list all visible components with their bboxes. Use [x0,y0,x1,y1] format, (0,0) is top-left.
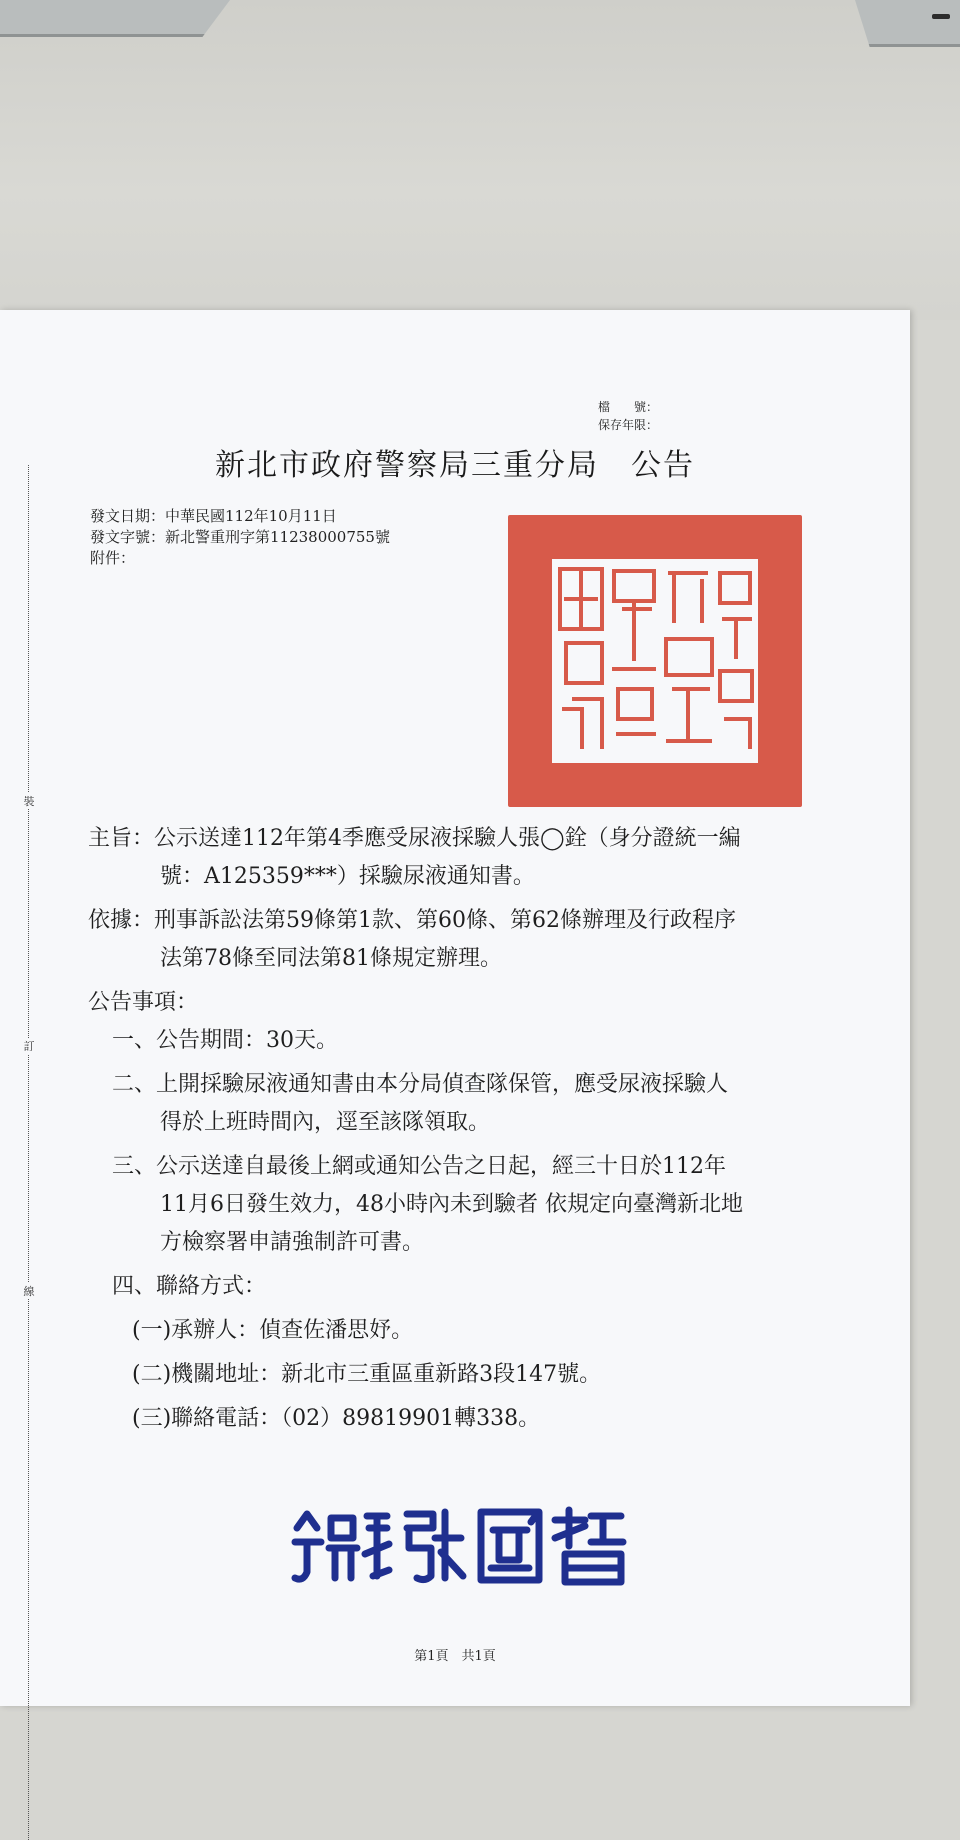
binding-char-ding: 訂 [17,1038,41,1054]
notice-body [88,820,858,1444]
official-seal [508,515,802,807]
item-3-line1: 公示送達自最後上網或通知公告之日起，經三十日於112年 [156,1154,727,1179]
metal-bracket-right [855,0,960,47]
item-3-line2: 11月6日發生效力，48小時內未到驗者 依規定向臺灣新北地 [160,1192,743,1217]
item-2-line2: 得於上班時間內，逕至該隊領取。 [160,1110,491,1135]
seal-inner [552,559,758,763]
retention-label: 保存年限： [598,418,659,432]
item-3-num: 三、 [112,1154,157,1179]
contact-person: (一)承辦人：偵查佐潘思妤。 [132,1318,414,1343]
seal-glyphs [552,559,758,763]
item-3 [88,1148,858,1262]
item-2-num: 二、 [112,1072,157,1097]
subject-section [88,820,858,896]
file-meta [598,398,658,434]
file-number-label: 檔 號： [598,400,659,414]
notice-title: 新北市政府警察局三重分局 公告 [215,448,695,483]
item-1-text: 公告期間：30天。 [156,1028,339,1053]
basis-line1: 刑事訴訟法第59條第1款、第60條、第62條辦理及行政程序 [154,908,736,933]
subject-line2: 號：A125359***）採驗尿液通知書。 [160,864,535,889]
bracket-slot [932,14,950,19]
metal-bracket-left [0,0,230,37]
binding-line [28,465,29,1840]
item-1-num: 一、 [112,1028,157,1053]
contact-address: (二)機關地址：新北市三重區重新路3段147號。 [132,1362,602,1387]
wall-background [0,0,960,320]
signature-stamp [285,1498,665,1588]
issue-attachment: 附件： [90,549,136,567]
notice-paper [0,310,910,1706]
issue-date: 發文日期：中華民國112年10月11日 [90,507,337,525]
subject-line1: 公示送達112年第4季應受尿液採驗人張◯銓（身分證統一編 [154,826,741,851]
item-4-num: 四、 [112,1274,157,1299]
issue-ref-no: 發文字號：新北警重刑字第11238000755號 [90,528,390,546]
issue-info [90,506,390,569]
contact-phone: (三)聯絡電話：（02）89819901轉338。 [132,1406,541,1431]
item-2-line1: 上開採驗尿液通知書由本分局偵查隊保管，應受尿液採驗人 [156,1072,729,1097]
basis-line2: 法第78條至同法第81條規定辦理。 [160,946,502,971]
basis-label: 依據： [88,908,155,933]
item-4-text: 聯絡方式： [156,1274,267,1299]
basis-section [88,902,858,978]
page-footer: 第1頁 共1頁 [414,1649,496,1664]
subject-label: 主旨： [88,826,155,851]
item-1 [88,1022,858,1060]
item-2 [88,1066,858,1142]
item-4 [88,1268,858,1306]
binding-char-xian: 線 [17,1283,41,1299]
binding-char-zhuang: 裝 [17,793,41,809]
items-label: 公告事項： [88,990,199,1015]
item-3-line3: 方檢察署申請強制許可書。 [160,1230,425,1255]
chief-signature [285,1498,665,1588]
